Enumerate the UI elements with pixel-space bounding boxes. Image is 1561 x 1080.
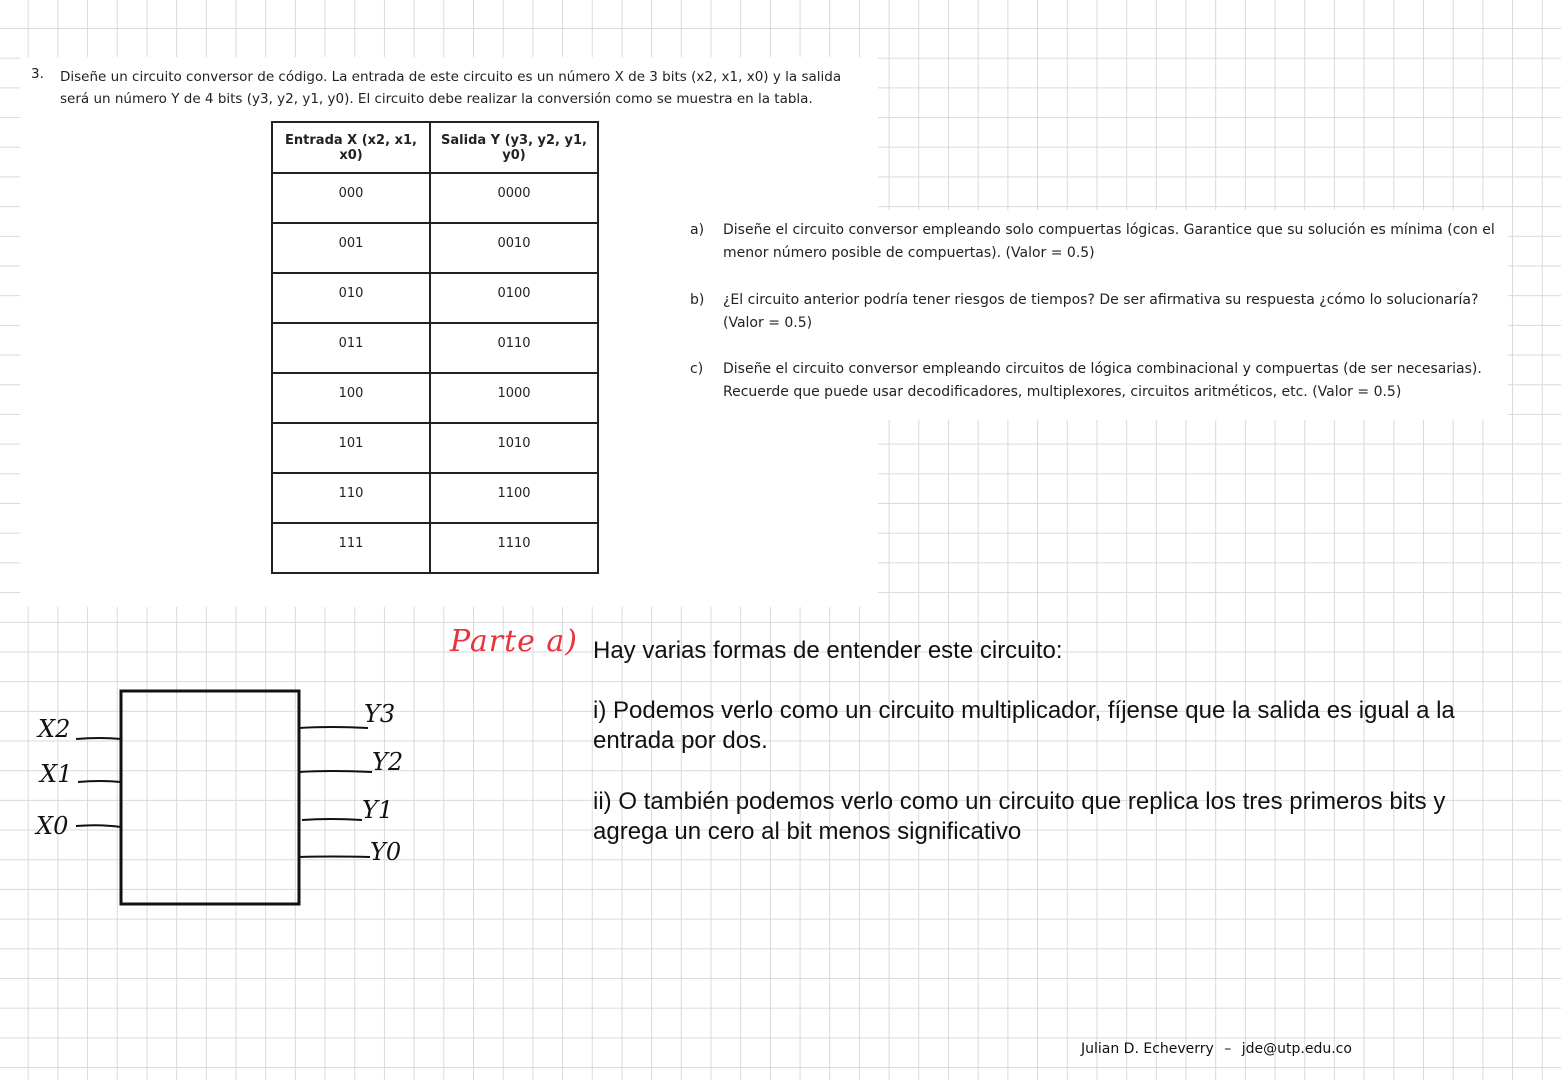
table-row: [272, 423, 598, 473]
converter-block: [121, 691, 299, 904]
table-row: [272, 173, 598, 223]
output-line-y1: [302, 819, 362, 820]
table-cell-output: 1010: [430, 423, 598, 473]
table-row: [272, 273, 598, 323]
subquestion-label: c): [690, 361, 704, 377]
table-cell-output: 0010: [430, 223, 598, 273]
problem-number: 3.: [31, 66, 44, 82]
table-cell-input: 000: [272, 173, 430, 223]
table-cell-output: 0110: [430, 323, 598, 373]
output-label-y3: Y3: [364, 700, 396, 728]
table-cell-input: 101: [272, 423, 430, 473]
input-line-x0: [76, 825, 121, 827]
output-label-y0: Y0: [370, 838, 402, 866]
output-label-y1: Y1: [362, 796, 394, 824]
table-row: [272, 323, 598, 373]
output-line-y0: [299, 857, 370, 858]
table-cell-input: 011: [272, 323, 430, 373]
table-header-output: Salida Y (y3, y2, y1, y0): [430, 122, 598, 173]
table-cell-output: 1100: [430, 473, 598, 523]
table-cell-input: 111: [272, 523, 430, 573]
answer-point-ii: ii) O también podemos verlo como un circuito que replica los tres primeros bits y agrega un cero al bit menos significativo: [593, 788, 1446, 845]
part-label-handwritten: Parte a): [450, 624, 578, 659]
subquestion-label: b): [690, 292, 705, 308]
subquestion-text: Diseñe el circuito conversor empleando circuitos de lógica combinacional y compuertas (de ser necesarias). Recuerde que puede usar decodificadores, multiplexores, circuitos aritméticos, etc. (Valor = 0.5): [723, 361, 1482, 400]
subquestion-label: a): [690, 222, 705, 238]
answer-point-i: i) Podemos verlo como un circuito multiplicador, fíjense que la salida es igual a la entrada por dos.: [593, 697, 1455, 754]
table-cell-input: 010: [272, 273, 430, 323]
table-row: [272, 373, 598, 423]
footer-author: Julian D. Echeverry: [1081, 1041, 1214, 1057]
table-cell-output: 1000: [430, 373, 598, 423]
subquestion-text: Diseñe el circuito conversor empleando solo compuertas lógicas. Garantice que su solución es mínima (con el menor número posible de compuertas). (Valor = 0.5): [723, 222, 1495, 261]
table-cell-input: 001: [272, 223, 430, 273]
table-cell-output: 1110: [430, 523, 598, 573]
problem-statement: Diseñe un circuito conversor de código. La entrada de este circuito es un número X de 3 bits (x2, x1, x0) y la salida será un número Y de 4 bits (y3, y2, y1, y0). El circuito debe realizar la conversión como se muestra en la tabla.: [60, 69, 842, 107]
input-label-x0: X0: [36, 812, 69, 840]
table-header-input: Entrada X (x2, x1, x0): [272, 122, 430, 173]
table-row: [272, 523, 598, 573]
input-label-x1: X1: [40, 760, 73, 788]
output-line-y3: [299, 727, 368, 728]
output-line-y2: [299, 771, 372, 772]
table-header-row: [272, 122, 598, 173]
footer: [1081, 1041, 1352, 1057]
table-row: [272, 473, 598, 523]
subquestion-text: ¿El circuito anterior podría tener riesgos de tiempos? De ser afirmativa su respuesta ¿cómo lo solucionaría? (Valor = 0.5): [723, 292, 1479, 331]
table-cell-output: 0100: [430, 273, 598, 323]
footer-email: jde@utp.edu.co: [1241, 1041, 1352, 1057]
footer-separator: –: [1224, 1041, 1232, 1057]
output-label-y2: Y2: [372, 748, 404, 776]
table-cell-output: 0000: [430, 173, 598, 223]
input-line-x1: [78, 781, 121, 782]
table-cell-input: 110: [272, 473, 430, 523]
conversion-table: [271, 121, 599, 574]
input-line-x2: [76, 738, 121, 739]
answer-intro: Hay varias formas de entender este circuito:: [593, 637, 1063, 664]
input-label-x2: X2: [38, 715, 71, 743]
table-cell-input: 100: [272, 373, 430, 423]
table-row: [272, 223, 598, 273]
